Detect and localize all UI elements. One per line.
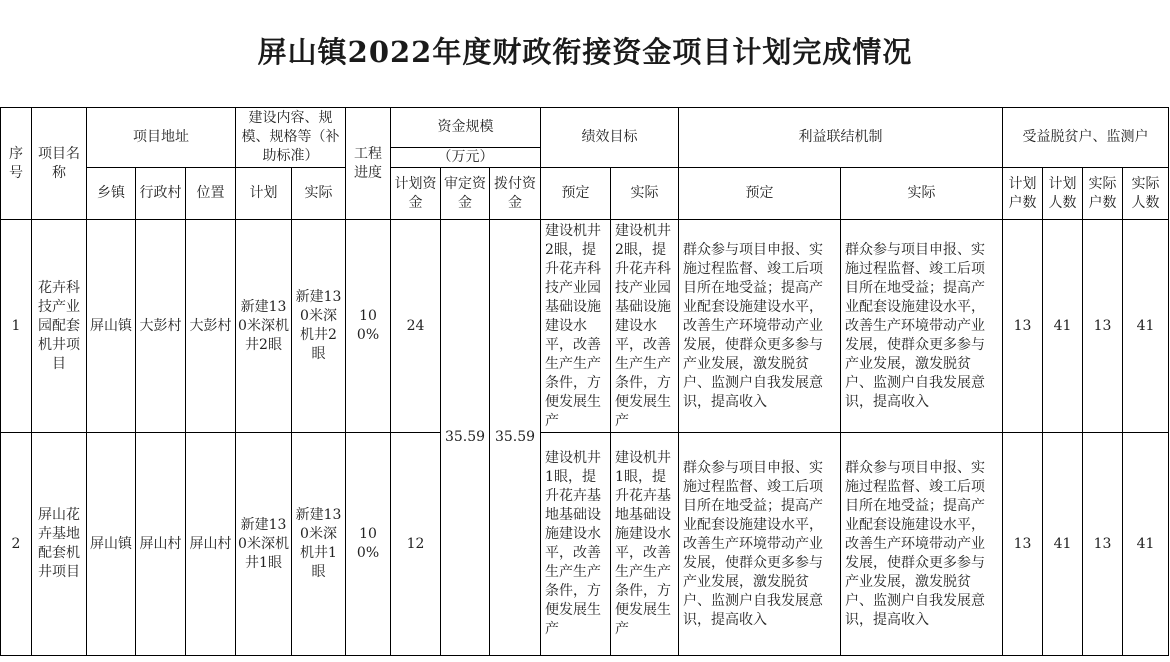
- header-name: 项目名称: [32, 108, 87, 220]
- row-place: 大彭村: [186, 220, 236, 433]
- row-perf-plan: 建设机井2眼，提升花卉科技产业园基础设施建设水平，改善生产生产条件，方便发展生产: [541, 220, 611, 433]
- row-plan-households: 13: [1003, 433, 1043, 656]
- row-benefit-actual: 群众参与项目申报、实施过程监督、竣工后项目所在地受益；提高产业配套设施建设水平，改善生产环境带动产业发展，使群众更多参与产业发展，激发脱贫户、监测户自我发展意识，提高收入: [841, 433, 1003, 656]
- row-progress: 100%: [346, 433, 391, 656]
- header-perf-actual: 实际: [611, 168, 679, 220]
- header-perf-plan: 预定: [541, 168, 611, 220]
- row-perf-actual: 建设机井1眼，提升花卉基地基础设施建设水平，改善生产生产条件，方便发展生产: [611, 433, 679, 656]
- row-actual-people: 41: [1123, 220, 1169, 433]
- header-town: 乡镇: [87, 168, 136, 220]
- header-beneficiary: 受益脱贫户、监测户: [1003, 108, 1169, 168]
- header-benefit-plan: 预定: [679, 168, 841, 220]
- header-funds: 资金规模: [391, 108, 541, 148]
- row-progress: 100%: [346, 220, 391, 433]
- row-benefit-actual: 群众参与项目申报、实施过程监督、竣工后项目所在地受益；提高产业配套设施建设水平，改善生产环境带动产业发展，使群众更多参与产业发展，激发脱贫户、监测户自我发展意识，提高收入: [841, 220, 1003, 433]
- fund-approved-total: 35.59: [441, 220, 490, 656]
- row-plan-households: 13: [1003, 220, 1043, 433]
- fund-paid-total: 35.59: [490, 220, 541, 656]
- row-seq: 1: [1, 220, 32, 433]
- row-actual-people: 41: [1123, 433, 1169, 656]
- row-perf-actual: 建设机井2眼，提升花卉科技产业园基础设施建设水平，改善生产生产条件，方便发展生产: [611, 220, 679, 433]
- row-town: 屏山镇: [87, 433, 136, 656]
- header-place: 位置: [186, 168, 236, 220]
- header-actual-households: 实际户数: [1083, 168, 1123, 220]
- row-fund-plan: 12: [391, 433, 441, 656]
- header-fund-plan: 计划资金: [391, 168, 441, 220]
- header-fund-paid: 拨付资金: [490, 168, 541, 220]
- project-table: [0, 107, 1169, 656]
- row-village: 大彭村: [136, 220, 186, 433]
- header-fund-approved: 审定资金: [441, 168, 490, 220]
- table-row: [1, 433, 1169, 656]
- header-seq: 序号: [1, 108, 32, 220]
- row-plan-people: 41: [1043, 220, 1083, 433]
- header-benefit-actual: 实际: [841, 168, 1003, 220]
- header-content-plan: 计划: [236, 168, 292, 220]
- header-benefit: 利益联结机制: [679, 108, 1003, 168]
- row-content-plan: 新建130米深机井1眼: [236, 433, 292, 656]
- row-benefit-plan: 群众参与项目申报、实施过程监督、竣工后项目所在地受益；提高产业配套设施建设水平，改善生产环境带动产业发展，使群众更多参与产业发展，激发脱贫户、监测户自我发展意识，提高收入: [679, 220, 841, 433]
- row-content-actual: 新建130米深机井2眼: [292, 220, 346, 433]
- row-actual-households: 13: [1083, 220, 1123, 433]
- header-location: 项目地址: [87, 108, 236, 168]
- row-content-plan: 新建130米深机井2眼: [236, 220, 292, 433]
- header-plan-households: 计划户数: [1003, 168, 1043, 220]
- row-name: 花卉科技产业园配套机井项目: [32, 220, 87, 433]
- header-plan-people: 计划人数: [1043, 168, 1083, 220]
- row-content-actual: 新建130米深机井1眼: [292, 433, 346, 656]
- header-row-1: [1, 108, 1169, 148]
- row-place: 屏山村: [186, 433, 236, 656]
- row-seq: 2: [1, 433, 32, 656]
- header-funds-unit: （万元）: [391, 148, 541, 168]
- header-perf: 绩效目标: [541, 108, 679, 168]
- page-title: 屏山镇2022年度财政衔接资金项目计划完成情况: [257, 35, 913, 69]
- header-progress: 工程进度: [346, 108, 391, 220]
- header-actual-people: 实际人数: [1123, 168, 1169, 220]
- table-row: [1, 220, 1169, 433]
- row-name: 屏山花卉基地配套机井项目: [32, 433, 87, 656]
- row-village: 屏山村: [136, 433, 186, 656]
- row-actual-households: 13: [1083, 433, 1123, 656]
- header-row-3: [1, 168, 1169, 220]
- row-fund-plan: 24: [391, 220, 441, 433]
- row-plan-people: 41: [1043, 433, 1083, 656]
- header-content: 建设内容、规模、规格等（补助标准）: [236, 108, 346, 168]
- row-perf-plan: 建设机井1眼，提升花卉基地基础设施建设水平，改善生产生产条件，方便发展生产: [541, 433, 611, 656]
- header-village: 行政村: [136, 168, 186, 220]
- row-benefit-plan: 群众参与项目申报、实施过程监督、竣工后项目所在地受益；提高产业配套设施建设水平，改善生产环境带动产业发展，使群众更多参与产业发展，激发脱贫户、监测户自我发展意识，提高收入: [679, 433, 841, 656]
- header-content-actual: 实际: [292, 168, 346, 220]
- row-town: 屏山镇: [87, 220, 136, 433]
